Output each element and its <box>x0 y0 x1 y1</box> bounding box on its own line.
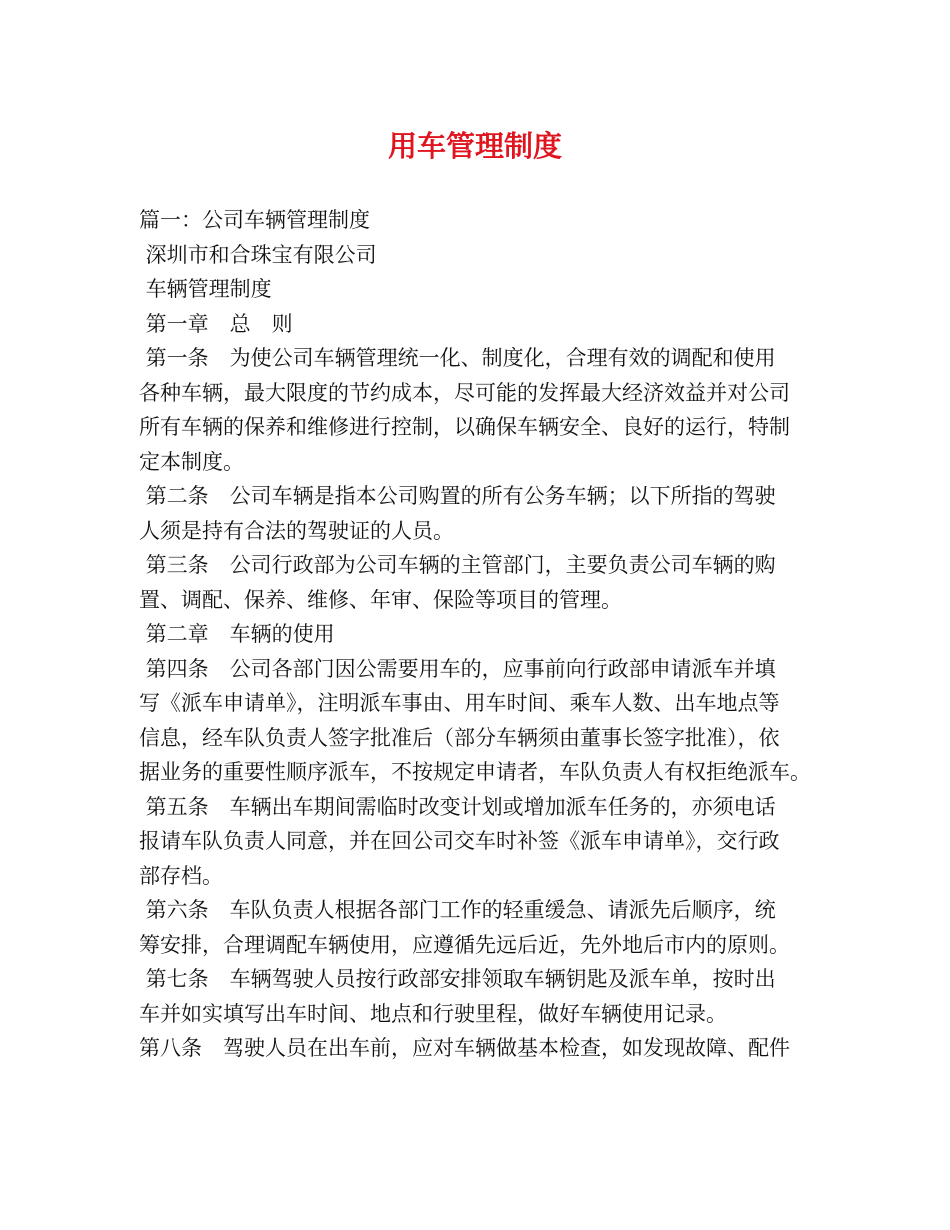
body-line: 写《派车申请单》，注明派车事由、用车时间、乘车人数、出车地点等 <box>139 691 780 715</box>
body-line: 第四条 公司各部门因公需要用车的，应事前向行政部申请派车并填 <box>139 656 776 681</box>
body-line: 深圳市和合珠宝有限公司 <box>139 242 377 267</box>
body-line: 第三条 公司行政部为公司车辆的主管部门，主要负责公司车辆的购 <box>139 553 776 577</box>
body-line: 车并如实填写出车时间、地点和行驶里程，做好车辆使用记录。 <box>139 1001 727 1026</box>
body-line: 人须是持有合法的驾驶证的人员。 <box>139 518 454 543</box>
body-line: 第五条 车辆出车期间需临时改变计划或增加派车任务的，亦须电话 <box>139 794 776 819</box>
body-line: 筹安排，合理调配车辆使用，应遵循先远后近，先外地后市内的原则。 <box>139 932 790 957</box>
body-line: 第一章 总 则 <box>139 311 293 336</box>
body-line: 据业务的重要性顺序派车，不按规定申请者，车队负责人有权拒绝派车。 <box>139 760 811 784</box>
body-line: 篇一：公司车辆管理制度 <box>139 208 370 232</box>
document-body <box>139 203 819 1066</box>
body-line: 第六条 车队负责人根据各部门工作的轻重缓急、请派先后顺序，统 <box>139 898 776 922</box>
body-line: 各种车辆，最大限度的节约成本，尽可能的发挥最大经济效益并对公司 <box>139 380 790 405</box>
body-line: 所有车辆的保养和维修进行控制，以确保车辆安全、良好的运行，特制 <box>139 415 790 439</box>
body-line: 第七条 车辆驾驶人员按行政部安排领取车辆钥匙及派车单，按时出 <box>139 967 776 991</box>
body-line: 定本制度。 <box>139 449 244 474</box>
body-line: 第八条 驾驶人员在出车前，应对车辆做基本检查，如发现故障、配件 <box>139 1036 790 1060</box>
body-line: 信息，经车队负责人签字批准后（部分车辆须由董事长签字批准），依 <box>139 725 780 750</box>
document-title: 用车管理制度 <box>387 129 562 163</box>
body-line: 报请车队负责人同意，并在回公司交车时补签《派车申请单》，交行政 <box>139 829 780 853</box>
body-line: 第一条 为使公司车辆管理统一化、制度化，合理有效的调配和使用 <box>139 346 776 370</box>
body-line: 第二章 车辆的使用 <box>139 622 335 646</box>
body-line: 部存档。 <box>139 863 223 888</box>
body-line: 车辆管理制度 <box>139 277 272 301</box>
body-line: 置、调配、保养、维修、年审、保险等项目的管理。 <box>139 587 622 612</box>
body-line: 第二条 公司车辆是指本公司购置的所有公务车辆；以下所指的驾驶 <box>139 484 776 508</box>
